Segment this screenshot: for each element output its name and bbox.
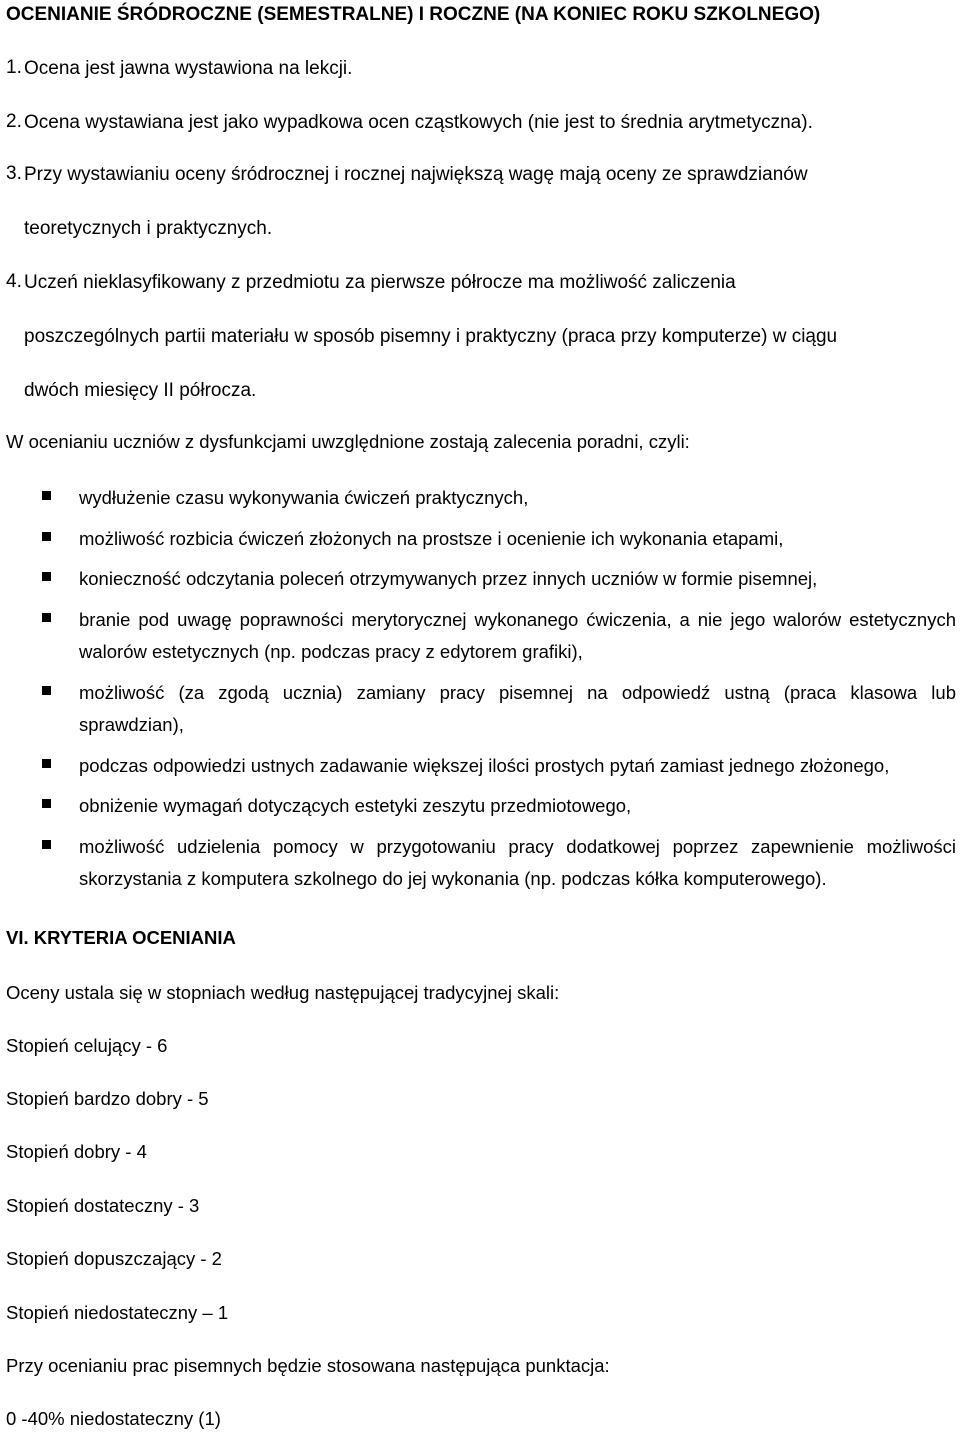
item-text: [24, 57, 352, 81]
item-text: [24, 111, 813, 135]
item-number: 1.: [6, 57, 22, 78]
list-item: [0, 831, 960, 896]
list-item: [0, 523, 960, 556]
list-item: [0, 790, 960, 823]
numbered-item-3: [6, 163, 808, 239]
list-item: [0, 563, 960, 596]
list-item-text: branie pod uwagę poprawności merytorycznej wykonanego ćwiczenia, a nie jego walorów estetycznych walorów estetycznych (np. podczas pracy z edytorem grafiki),: [79, 608, 956, 662]
grade-line: Stopień bardzo dobry - 5: [6, 1088, 209, 1109]
square-bullet-icon: [42, 491, 51, 500]
item-number: 2.: [6, 111, 22, 132]
item-number: 3.: [6, 163, 22, 184]
square-bullet-icon: [42, 686, 51, 695]
item-line: Ocena wystawiana jest jako wypadkowa ocen cząstkowych (nie jest to średnia arytmetyczna).: [24, 112, 813, 133]
grade-line: Stopień dopuszczający - 2: [6, 1248, 222, 1269]
accommodations-list: [0, 482, 960, 904]
list-item-text: obniżenie wymagań dotyczących estetyki zeszytu przedmiotowego,: [79, 795, 632, 816]
numbered-item-1: [6, 57, 353, 79]
list-item: [0, 677, 960, 742]
item-line: dwóch miesięcy II półrocza.: [24, 380, 257, 401]
scale-intro: Oceny ustala się w stopniach według następującej tradycyjnej skali:: [6, 982, 560, 1003]
list-item-text: możliwość rozbicia ćwiczeń złożonych na prostsze i ocenienie ich wykonania etapami,: [79, 527, 784, 549]
item-line: teoretycznych i praktycznych.: [24, 218, 273, 239]
item-line: poszczególnych partii materiału w sposób pisemny i praktyczny (praca przy komputerze) w ciągu: [24, 326, 838, 347]
list-item-text: możliwość (za zgodą ucznia) zamiany pracy pisemnej na odpowiedź ustną (praca klasowa lub sprawdzian),: [79, 681, 956, 735]
list-item-text: możliwość udzielenia pomocy w przygotowaniu pracy dodatkowej poprzez zapewnienie możliwości skorzystania z komputera szkolnego do jej wykonania (np. podczas kółka komputerowego).: [79, 835, 956, 889]
square-bullet-icon: [42, 759, 51, 768]
item-number: 4.: [6, 271, 22, 292]
page-heading: OCENIANIE ŚRÓDROCZNE (SEMESTRALNE) I ROCZNE (NA KONIEC ROKU SZKOLNEGO): [6, 4, 821, 25]
square-bullet-icon: [42, 840, 51, 849]
list-item-text: podczas odpowiedzi ustnych zadawanie większej ilości prostych pytań zamiast jednego złożonego,: [79, 754, 890, 776]
points-line: 0 -40% niedostateczny (1): [6, 1408, 221, 1429]
numbered-item-4: [6, 271, 838, 401]
numbered-item-2: [6, 111, 813, 133]
square-bullet-icon: [42, 572, 51, 581]
list-item: [0, 482, 960, 515]
list-item: [0, 750, 960, 783]
square-bullet-icon: [42, 532, 51, 541]
square-bullet-icon: [42, 613, 51, 622]
grade-line: Stopień niedostateczny – 1: [6, 1302, 229, 1323]
grade-line: Stopień dostateczny - 3: [6, 1195, 200, 1216]
grade-line: Stopień celujący - 6: [6, 1035, 168, 1056]
square-bullet-icon: [42, 799, 51, 808]
item-line: Ocena jest jawna wystawiona na lekcji.: [24, 58, 353, 79]
section-heading: VI. KRYTERIA OCENIANIA: [6, 927, 236, 948]
item-text: [24, 271, 837, 403]
list-item-text: wydłużenie czasu wykonywania ćwiczeń praktycznych,: [79, 487, 529, 508]
dysfunction-intro: W ocenianiu uczniów z dysfunkcjami uwzględnione zostają zalecenia poradni, czyli:: [6, 431, 690, 452]
list-item: [0, 604, 960, 669]
points-intro: Przy ocenianiu prac pisemnych będzie stosowana następująca punktacja:: [6, 1355, 610, 1376]
item-line: Uczeń nieklasyfikowany z przedmiotu za pierwsze półrocze ma możliwość zaliczenia: [24, 272, 736, 293]
item-line: Przy wystawianiu oceny śródrocznej i rocznej największą wagę mają oceny ze sprawdzianów: [24, 164, 808, 185]
list-item-text: konieczność odczytania poleceń otrzymywanych przez innych uczniów w formie pisemnej,: [79, 568, 818, 589]
grade-line: Stopień dobry - 4: [6, 1141, 147, 1162]
item-text: [24, 163, 808, 241]
